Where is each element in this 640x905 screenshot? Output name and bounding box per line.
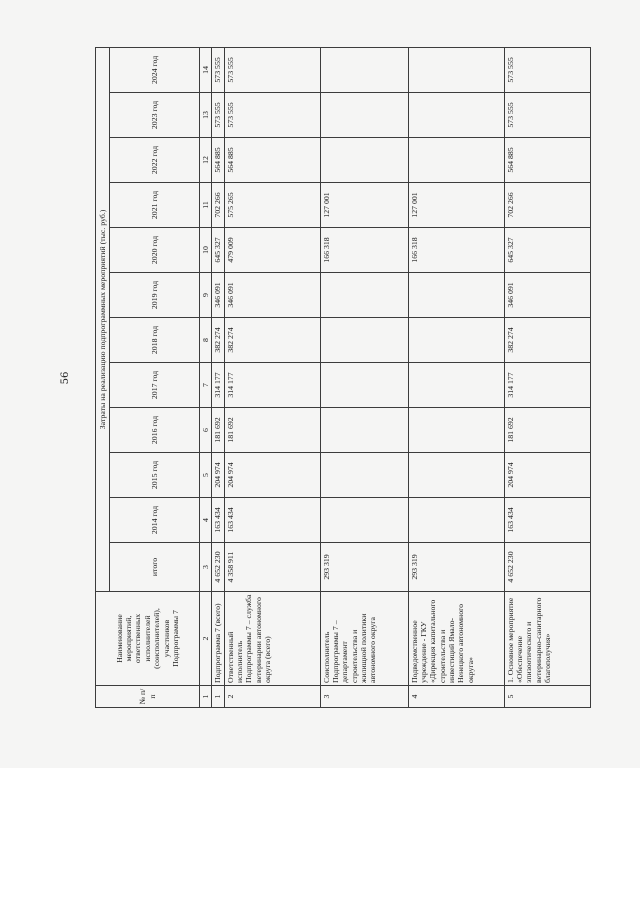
cell-value: 127 001	[408, 183, 504, 228]
cell-value: 573 555	[504, 93, 590, 138]
cell-value: 382 274	[504, 318, 590, 363]
header-year: 2021 год	[110, 183, 200, 228]
header-year: 2019 год	[110, 273, 200, 318]
cell-value	[408, 363, 504, 408]
cell-value: 573 555	[212, 47, 224, 92]
cell-value	[320, 273, 408, 318]
cell-value	[320, 93, 408, 138]
header-year: 2023 год	[110, 93, 200, 138]
row-num: 3	[320, 686, 408, 708]
cell-value	[408, 138, 504, 183]
column-number: 12	[200, 138, 212, 183]
cell-value: 382 274	[212, 318, 224, 363]
cell-value: 702 266	[212, 183, 224, 228]
row-num: 1	[212, 686, 224, 708]
row-name: 1. Основное мероприятие «Обеспечение эпизоотического и ветеринарно-санитарного благополучия»	[504, 592, 590, 686]
cell-value: 564 885	[212, 138, 224, 183]
row-num: 5	[504, 686, 590, 708]
cell-value: 564 885	[224, 138, 320, 183]
cell-value	[320, 453, 408, 498]
cell-value: 163 434	[224, 498, 320, 543]
column-number: 8	[200, 318, 212, 363]
column-number-row	[200, 47, 212, 707]
cell-value	[408, 318, 504, 363]
cell-total: 293 319	[320, 543, 408, 592]
header-total: итого	[110, 543, 200, 592]
cell-value	[320, 363, 408, 408]
header-year: 2014 год	[110, 498, 200, 543]
cell-value: 314 177	[224, 363, 320, 408]
row-name: Ответственный исполнитель Подпрограммы 7 – служба ветеринарии автономного округа (всего)	[224, 592, 320, 686]
table-row	[320, 47, 408, 707]
column-number: 14	[200, 47, 212, 92]
column-number: 10	[200, 228, 212, 273]
header-year: 2024 год	[110, 47, 200, 92]
cell-value	[408, 273, 504, 318]
column-number: 13	[200, 93, 212, 138]
cell-total: 4 358 911	[224, 543, 320, 592]
page-number: 56	[60, 371, 71, 385]
table-row	[212, 47, 224, 707]
cell-value: 204 974	[224, 453, 320, 498]
column-number: 5	[200, 453, 212, 498]
cell-value	[320, 498, 408, 543]
cell-value: 166 318	[320, 228, 408, 273]
expenditure-table	[95, 47, 591, 708]
table-row	[408, 47, 504, 707]
cell-value: 346 091	[224, 273, 320, 318]
rotated-table-container	[95, 48, 580, 708]
row-num: 4	[408, 686, 504, 708]
cell-value: 573 555	[224, 93, 320, 138]
cell-value: 479 009	[224, 228, 320, 273]
cell-value: 575 265	[224, 183, 320, 228]
column-number: 1	[200, 686, 212, 708]
row-name: Подведомственное учреждение - ГКУ «Дирекция капитального строительства и инвестиций Ямало-Ненецкого автономного округа»	[408, 592, 504, 686]
table-row	[224, 47, 320, 707]
row-name: Соисполнитель Подпрограммы 7 – департамент строительства и жилищной политики автономного округа	[320, 592, 408, 686]
cell-value: 181 692	[224, 408, 320, 453]
column-number: 11	[200, 183, 212, 228]
cell-value: 346 091	[212, 273, 224, 318]
column-number: 9	[200, 273, 212, 318]
column-number: 3	[200, 543, 212, 592]
cell-value	[320, 138, 408, 183]
cell-value: 573 555	[212, 93, 224, 138]
cell-value: 127 001	[320, 183, 408, 228]
cell-value: 181 692	[212, 408, 224, 453]
cell-value: 163 434	[504, 498, 590, 543]
header-row-group	[96, 47, 110, 707]
cell-value	[408, 408, 504, 453]
header-year: 2017 год	[110, 363, 200, 408]
header-name: Наименование мероприятий, ответственных исполнителей (соисполнителей), участников Подпрограммы 7	[96, 592, 200, 686]
cell-total: 293 319	[408, 543, 504, 592]
cell-value: 573 555	[224, 47, 320, 92]
table-row	[504, 47, 590, 707]
cell-total: 4 652 230	[212, 543, 224, 592]
header-costs-group: Затраты на реализацию подпрограммных мероприятий (тыс. руб.)	[96, 47, 110, 591]
cell-value: 346 091	[504, 273, 590, 318]
column-number: 4	[200, 498, 212, 543]
cell-value	[408, 47, 504, 92]
cell-value	[408, 93, 504, 138]
column-number: 2	[200, 592, 212, 686]
column-number: 6	[200, 408, 212, 453]
cell-value: 314 177	[212, 363, 224, 408]
cell-total: 4 652 230	[504, 543, 590, 592]
cell-value	[320, 318, 408, 363]
cell-value	[408, 453, 504, 498]
header-year: 2022 год	[110, 138, 200, 183]
cell-value: 204 974	[212, 453, 224, 498]
cell-value: 564 885	[504, 138, 590, 183]
row-name: Подпрограмма 7 (всего)	[212, 592, 224, 686]
header-num: № п/п	[96, 686, 200, 708]
cell-value: 573 555	[504, 47, 590, 92]
cell-value: 702 266	[504, 183, 590, 228]
page-background	[0, 768, 640, 905]
cell-value: 645 327	[504, 228, 590, 273]
cell-value: 163 434	[212, 498, 224, 543]
cell-value: 204 974	[504, 453, 590, 498]
header-year: 2020 год	[110, 228, 200, 273]
header-year: 2015 год	[110, 453, 200, 498]
cell-value: 181 692	[504, 408, 590, 453]
cell-value: 645 327	[212, 228, 224, 273]
cell-value: 166 318	[408, 228, 504, 273]
header-year: 2018 год	[110, 318, 200, 363]
row-num: 2	[224, 686, 320, 708]
header-year: 2016 год	[110, 408, 200, 453]
cell-value	[320, 408, 408, 453]
cell-value: 314 177	[504, 363, 590, 408]
cell-value: 382 274	[224, 318, 320, 363]
cell-value	[408, 498, 504, 543]
column-number: 7	[200, 363, 212, 408]
cell-value	[320, 47, 408, 92]
